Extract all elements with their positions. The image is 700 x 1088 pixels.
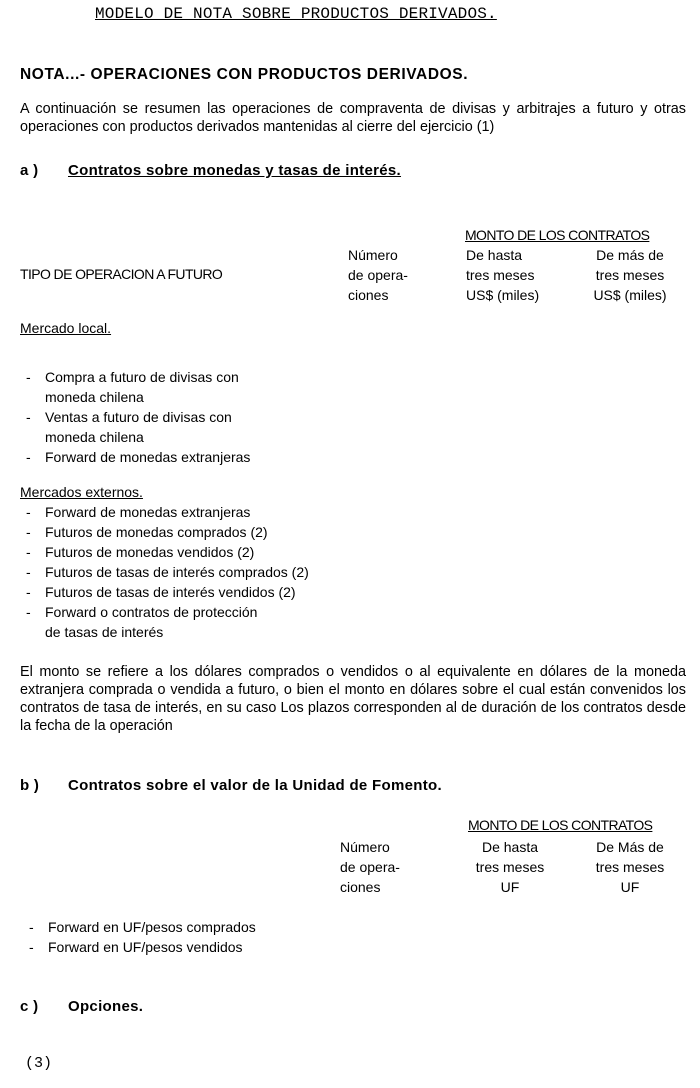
list-item: - Ventas a futuro de divisas con [23,407,250,427]
section-b-letter: b ) [20,777,40,794]
section-b-amount-header: MONTO DE LOS CONTRATOS [468,817,653,833]
list-item [23,427,250,447]
note-heading: NOTA...- OPERACIONES CON PRODUCTOS DERIVADOS. [20,66,469,83]
section-b-heading [20,777,442,794]
section-a-col-up-to [466,245,539,305]
section-a-operation-type-header: TIPO DE OPERACION A FUTURO [20,266,223,282]
list-item-continuation: moneda chilena [45,389,144,405]
section-b-col-up-to [465,837,555,897]
col-up-to-line-1: De hasta [466,247,523,263]
section-a-heading [20,162,401,179]
list-item: - Futuros de tasas de interés vendidos (2) [23,582,309,602]
list-item: - Forward de monedas extranjeras [23,502,309,522]
list-item: - Futuros de monedas vendidos (2) [23,542,309,562]
intro-paragraph: A continuación se resumen las operaciones de compraventa de divisas y arbitrajes a futuro y otras operaciones con productos derivados mantenidas al cierre del ejercicio (1) [20,101,686,135]
section-b-col-number [340,837,400,897]
col-more-than-line-3: UF [620,879,640,895]
list-item: - Futuros de tasas de interés comprados (2) [23,562,309,582]
col-up-to-line-3: US$ (miles) [466,287,540,303]
col-more-than-line-3: US$ (miles) [593,287,667,303]
list-item: - Forward o contratos de protección [23,602,309,622]
section-b-title: Contratos sobre el valor de la Unidad de Fomento. [68,777,442,794]
col-number-line-2: de opera- [348,267,408,283]
list-item-continuation: moneda chilena [45,429,144,445]
col-up-to-line-2: tres meses [475,859,545,875]
col-number-line-3: ciones [348,287,389,303]
col-more-than-line-2: tres meses [595,267,665,283]
list-item [23,387,250,407]
section-b-col-more-than [578,837,682,897]
local-market-label: Mercado local. [20,320,112,336]
col-more-than-line-2: tres meses [595,859,665,875]
list-item: - Forward en UF/pesos comprados [26,917,256,937]
external-market-list [23,502,309,642]
col-number-line-1: Número [340,839,390,855]
external-market-label: Mercados externos. [20,484,143,500]
section-a-amount-header: MONTO DE LOS CONTRATOS [465,227,650,243]
section-a-letter: a ) [20,162,39,179]
col-number-line-1: Número [348,247,398,263]
list-item: - Compra a futuro de divisas con [23,367,250,387]
document-title: MODELO DE NOTA SOBRE PRODUCTOS DERIVADOS. [95,5,497,23]
col-number-line-3: ciones [340,879,381,895]
col-number-line-2: de opera- [340,859,400,875]
list-item [23,622,309,642]
col-up-to-line-1: De hasta [481,839,539,855]
footnote-marker: (3) [25,1055,53,1072]
section-a-title: Contratos sobre monedas y tasas de interés. [68,162,402,179]
list-item: - Forward en UF/pesos vendidos [26,937,256,957]
section-a-col-more-than [574,245,686,305]
section-a-col-number [348,245,408,305]
section-c-letter: c ) [20,998,39,1015]
section-a-closing-paragraph: El monto se refiere a los dólares comprados o vendidos o al equivalente en dólares de la moneda extranjera comprada o vendida a futuro, o bien el monto en dólares sobre el cual están convenidos los contratos de tasa de interés, en su caso Los plazos corresponden al de duración de los contratos desde la fecha de la operación [20,664,686,734]
col-up-to-line-3: UF [500,879,520,895]
local-market-list [23,367,250,467]
section-c-title: Opciones. [68,998,144,1015]
list-item-continuation: de tasas de interés [45,624,164,640]
col-up-to-line-2: tres meses [466,267,535,283]
col-more-than-line-1: De más de [596,247,664,263]
section-b-list [26,917,256,957]
col-more-than-line-1: De Más de [596,839,664,855]
list-item: - Futuros de monedas comprados (2) [23,522,309,542]
list-item: - Forward de monedas extranjeras [23,447,250,467]
section-c-heading [20,998,143,1015]
